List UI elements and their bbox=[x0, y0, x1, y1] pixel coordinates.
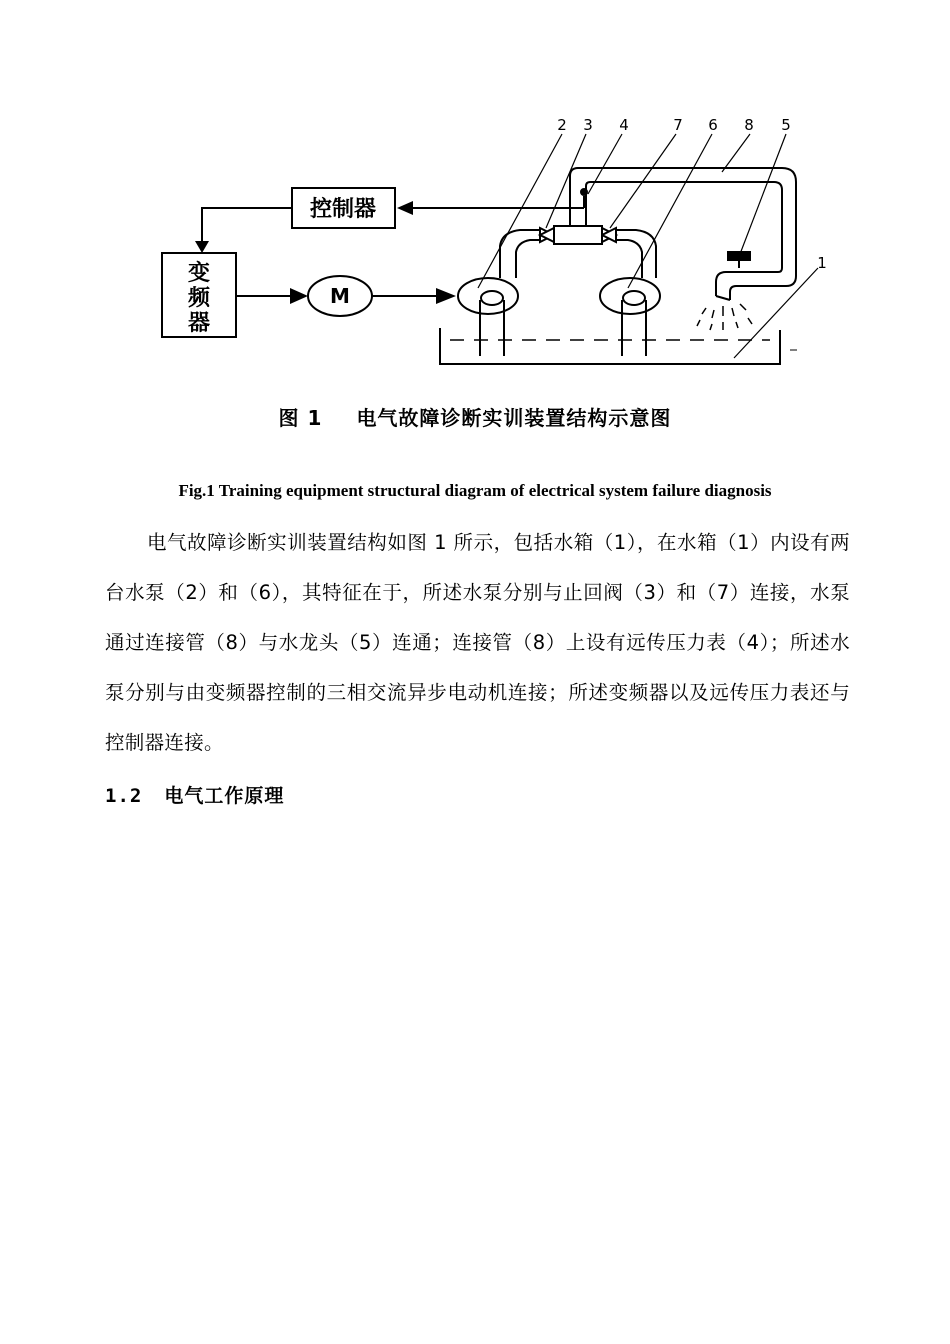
section-title: 电气工作原理 bbox=[164, 785, 285, 807]
inverter-label: 变 bbox=[187, 261, 211, 286]
motor-label: M bbox=[330, 284, 350, 308]
figure-title-text: 电气故障诊断实训装置结构示意图 bbox=[356, 406, 672, 430]
callout-number: 1 bbox=[817, 254, 827, 272]
callout-number: 6 bbox=[708, 116, 718, 134]
callout-number: 4 bbox=[619, 116, 629, 134]
figure-caption-en: Fig.1 Training equipment structural diagram of electrical system failure diagnosis bbox=[178, 481, 772, 500]
callout-number: 2 bbox=[557, 116, 567, 134]
body-paragraph: 电气故障诊断实训装置结构如图 1 所示，包括水箱（1），在水箱（1）内设有两台水泵（2）和（6），其特征在于，所述水泵分别与止回阀（3）和（7）连接，水泵通过连接管（8）与水龙头（5）连通；连接管（8）上设有远传压力表（4）；所述水泵分别与由变频器控制的三相交流异步电动机连接；所述变频器以及远传压力表还与控制器连接。 bbox=[105, 531, 850, 754]
callout-number: 5 bbox=[781, 116, 791, 134]
callout-number: 3 bbox=[583, 116, 593, 134]
section-heading bbox=[105, 781, 284, 808]
inverter-label: 器 bbox=[187, 311, 211, 336]
water-tank bbox=[440, 328, 780, 364]
controller-label: 控制器 bbox=[309, 197, 377, 222]
structure-diagram bbox=[0, 100, 950, 390]
figure-title-cn bbox=[0, 402, 950, 431]
inverter-label: 频 bbox=[187, 286, 211, 311]
callout-number: 7 bbox=[673, 116, 683, 134]
callout-number: 8 bbox=[744, 116, 754, 134]
pump-2 bbox=[458, 278, 518, 314]
faucet-5 bbox=[728, 252, 750, 260]
section-number: 1.2 bbox=[105, 785, 143, 807]
connecting-pipe-8 bbox=[570, 168, 796, 286]
figure-number: 图 1 bbox=[278, 406, 323, 430]
